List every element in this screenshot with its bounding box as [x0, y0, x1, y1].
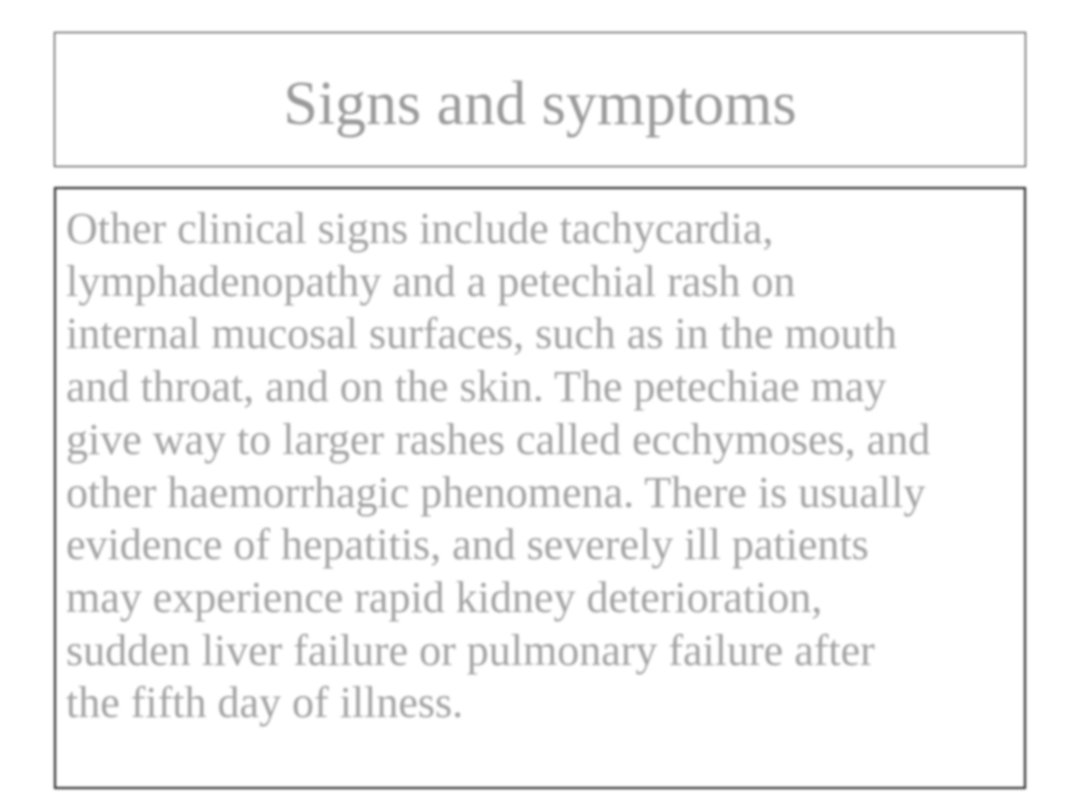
body-paragraph: Other clinical signs include tachycardia, lymphadenopathy and a petechial rash on internal mucosal surfaces, such as in the mouth and throat, and on the skin. The petechiae may give way to larger rashes called ecchymoses, and other haemorrhagic phenomena. There is usually evidence of hepatitis, and severely ill patients may experience rapid kidney deterioration, sudden liver failure or pulmonary failure after the fifth day of illness.: [66, 204, 931, 728]
title-box: [54, 32, 1026, 167]
slide-title: Signs and symptoms: [283, 69, 797, 138]
content-box: [54, 187, 1026, 789]
